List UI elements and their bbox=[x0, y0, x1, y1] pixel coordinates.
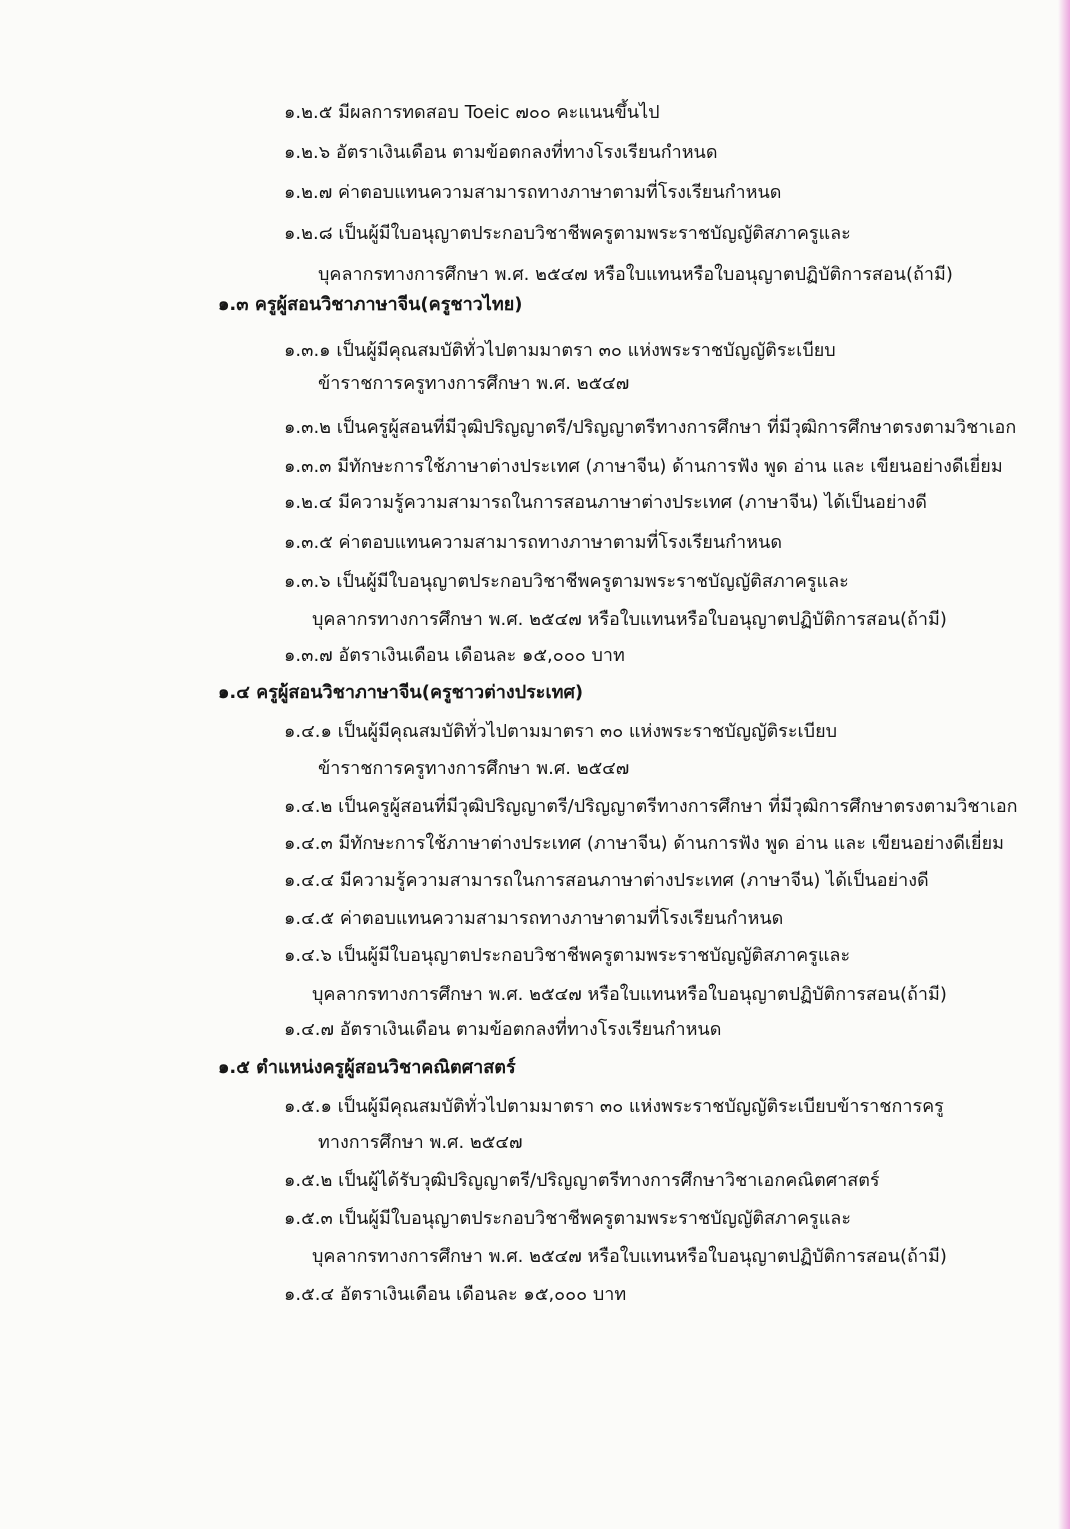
item-1-4-3: ๑.๔.๓ มีทักษะการใช้ภาษาต่างประเทศ (ภาษาจีน) ด้านการฟัง พูด อ่าน และ เขียนอย่างดีเยี่ยม bbox=[284, 833, 1005, 854]
item-1-3-3: ๑.๓.๓ มีทักษะการใช้ภาษาต่างประเทศ (ภาษาจีน) ด้านการฟัง พูด อ่าน และ เขียนอย่างดีเยี่ยม bbox=[284, 456, 1003, 477]
item-1-3-1: ๑.๓.๑ เป็นผู้มีคุณสมบัติทั่วไปตามมาตรา ๓๐ แห่งพระราชบัญญัติระเบียบ bbox=[284, 340, 836, 361]
item-1-4-5: ๑.๔.๕ ค่าตอบแทนความสามารถทางภาษาตามที่โรงเรียนกำหนด bbox=[284, 908, 784, 929]
item-1-3-5: ๑.๓.๕ ค่าตอบแทนความสามารถทางภาษาตามที่โรงเรียนกำหนด bbox=[284, 532, 783, 553]
item-1-3-7: ๑.๓.๗ อัตราเงินเดือน เดือนละ ๑๕,๐๐๐ บาท bbox=[284, 645, 625, 666]
item-1-4-6: ๑.๔.๖ เป็นผู้มีใบอนุญาตประกอบวิชาชีพครูตามพระราชบัญญัติสภาครูและ bbox=[284, 945, 851, 966]
item-1-2-8-continued: บุคลากรทางการศึกษา พ.ศ. ๒๕๔๗ หรือใบแทนหรือใบอนุญาตปฏิบัติการสอน(ถ้ามี) bbox=[318, 264, 953, 285]
item-1-3-6: ๑.๓.๖ เป็นผู้มีใบอนุญาตประกอบวิชาชีพครูตามพระราชบัญญัติสภาครูและ bbox=[284, 571, 849, 592]
section-heading-1-4: ๑.๔ ครูผู้สอนวิชาภาษาจีน(ครูชาวต่างประเทศ) bbox=[218, 682, 584, 703]
item-1-2-7: ๑.๒.๗ ค่าตอบแทนความสามารถทางภาษาตามที่โรงเรียนกำหนด bbox=[284, 182, 782, 203]
item-1-2-8: ๑.๒.๘ เป็นผู้มีใบอนุญาตประกอบวิชาชีพครูตามพระราชบัญญัติสภาครูและ bbox=[284, 223, 851, 244]
item-1-3-1-continued: ข้าราชการครูทางการศึกษา พ.ศ. ๒๕๔๗ bbox=[318, 373, 630, 394]
section-heading-1-5: ๑.๕ ตำแหน่งครูผู้สอนวิชาคณิตศาสตร์ bbox=[218, 1057, 516, 1078]
item-1-5-1-continued: ทางการศึกษา พ.ศ. ๒๕๔๗ bbox=[318, 1132, 523, 1153]
item-1-5-1: ๑.๕.๑ เป็นผู้มีคุณสมบัติทั่วไปตามมาตรา ๓๐ แห่งพระราชบัญญัติระเบียบข้าราชการครู bbox=[284, 1096, 944, 1117]
item-1-4-1: ๑.๔.๑ เป็นผู้มีคุณสมบัติทั่วไปตามมาตรา ๓๐ แห่งพระราชบัญญัติระเบียบ bbox=[284, 721, 838, 742]
item-1-2-5: ๑.๒.๕ มีผลการทดสอบ Toeic ๗๐๐ คะแนนขึ้นไป bbox=[284, 102, 660, 123]
item-1-3-6-continued: บุคลากรทางการศึกษา พ.ศ. ๒๕๔๗ หรือใบแทนหรือใบอนุญาตปฏิบัติการสอน(ถ้ามี) bbox=[312, 609, 947, 630]
item-1-2-4: ๑.๒.๔ มีความรู้ความสามารถในการสอนภาษาต่างประเทศ (ภาษาจีน) ได้เป็นอย่างดี bbox=[284, 492, 927, 513]
item-1-5-3-continued: บุคลากรทางการศึกษา พ.ศ. ๒๕๔๗ หรือใบแทนหรือใบอนุญาตปฏิบัติการสอน(ถ้ามี) bbox=[312, 1246, 947, 1267]
item-1-4-1-continued: ข้าราชการครูทางการศึกษา พ.ศ. ๒๕๔๗ bbox=[318, 758, 630, 779]
item-1-3-2: ๑.๓.๒ เป็นครูผู้สอนที่มีวุฒิปริญญาตรี/ปริญญาตรีทางการศึกษา ที่มีวุฒิการศึกษาตรงตามวิชาเอก bbox=[284, 417, 1017, 438]
item-1-4-7: ๑.๔.๗ อัตราเงินเดือน ตามข้อตกลงที่ทางโรงเรียนกำหนด bbox=[284, 1019, 722, 1040]
item-1-4-4: ๑.๔.๔ มีความรู้ความสามารถในการสอนภาษาต่างประเทศ (ภาษาจีน) ได้เป็นอย่างดี bbox=[284, 870, 929, 891]
item-1-4-6-continued: บุคลากรทางการศึกษา พ.ศ. ๒๕๔๗ หรือใบแทนหรือใบอนุญาตปฏิบัติการสอน(ถ้ามี) bbox=[312, 984, 947, 1005]
item-1-5-2: ๑.๕.๒ เป็นผู้ได้รับวุฒิปริญญาตรี/ปริญญาตรีทางการศึกษาวิชาเอกคณิตศาสตร์ bbox=[284, 1170, 880, 1191]
item-1-5-3: ๑.๕.๓ เป็นผู้มีใบอนุญาตประกอบวิชาชีพครูตามพระราชบัญญัติสภาครูและ bbox=[284, 1208, 852, 1229]
section-heading-1-3: ๑.๓ ครูผู้สอนวิชาภาษาจีน(ครูชาวไทย) bbox=[218, 294, 523, 315]
item-1-5-4: ๑.๕.๔ อัตราเงินเดือน เดือนละ ๑๕,๐๐๐ บาท bbox=[284, 1284, 627, 1305]
item-1-4-2: ๑.๔.๒ เป็นครูผู้สอนที่มีวุฒิปริญญาตรี/ปริญญาตรีทางการศึกษา ที่มีวุฒิการศึกษาตรงตามวิชาเอก bbox=[284, 796, 1018, 817]
item-1-2-6: ๑.๒.๖ อัตราเงินเดือน ตามข้อตกลงที่ทางโรงเรียนกำหนด bbox=[284, 142, 718, 163]
